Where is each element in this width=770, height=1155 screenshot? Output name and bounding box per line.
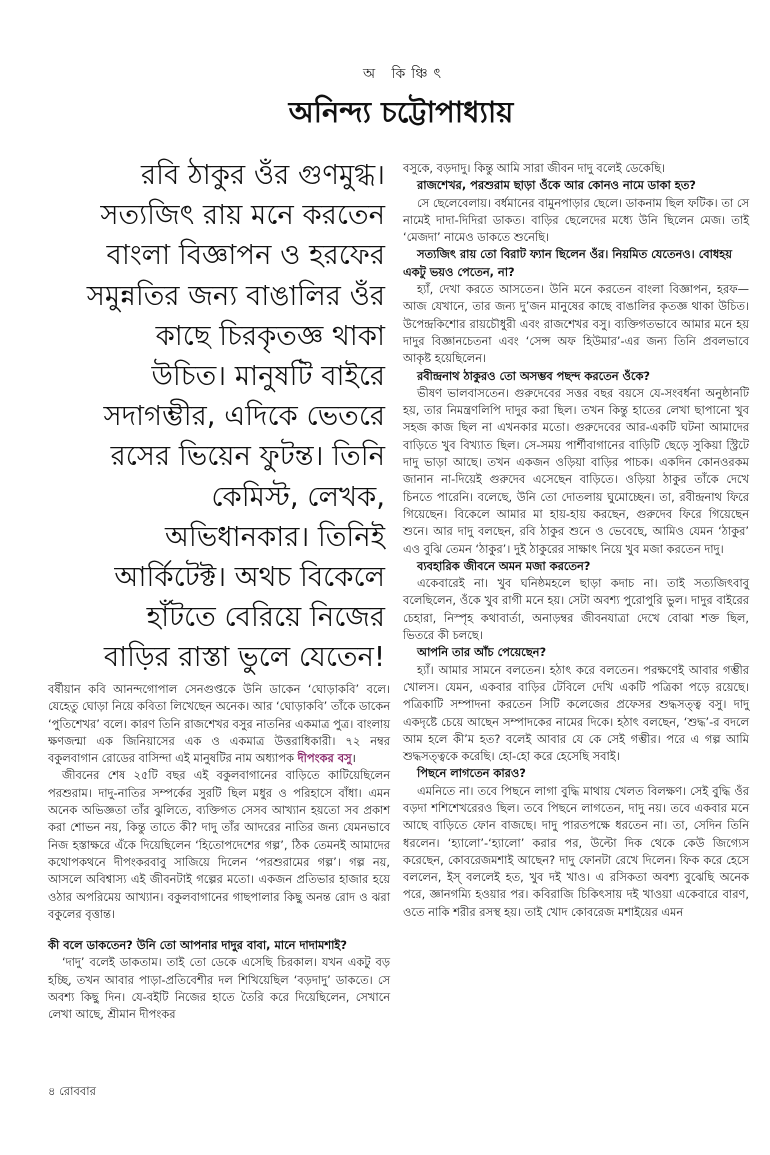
intro-paragraph xyxy=(48,681,390,767)
page-number: ৪ xyxy=(48,1084,56,1098)
pull-quote-line: রসের ভিয়েন ফুটন্ত। তিনি xyxy=(110,440,385,473)
magazine-name: রোববার xyxy=(59,1084,96,1098)
answer: হ্যাঁ। আমার সামনে বলতেন। হঠাৎ করে বলতেন। পরক্ষণেই আবার গম্ভীর খোলস। যেমন, একবার বাড়ির টেবিলে দেখি একটি পত্রিকা পড়ে রয়েছে। পত্রিকাটি সম্পাদনা করতেন সিটি কলেজের প্রফেসর শুদ্ধসত্ত্ব বসু। দাদু একদৃষ্টে চেয়ে আছেন সম্পাদকের নামের দিকে। হঠাৎ বলছেন, ‘শুদ্ধ’-র বদলে আম হলে কী’ম হত? বলেই আবার যে কে সেই গম্ভীর। পরে এ গল্প আমি শুদ্ধসত্ত্বকে করেছি। হো-হো করে হেসেছি সবাই। xyxy=(403,662,749,764)
article-header xyxy=(0,62,770,139)
answer: সে ছেলেবেলায়। বর্ধমানের বামুনপাড়ার ছেলে। ডাকনাম ছিল ফটিক। তা সে নামেই দাদা-দিদিরা ডাকত। বাড়ির ছেলেদের মধ্যে উনি ছিলেন মেজ। তাই ‘মেজদা’ নামেও ডাকতে শুনেছি। xyxy=(403,195,749,245)
question: কী বলে ডাকতেন? উনি তো আপনার দাদুর বাবা, মানে দাদামশাই? xyxy=(48,938,347,953)
body-paragraph: জীবনের শেষ ২৫টি বছর এই বকুলবাগানের বাড়িতে কাটিয়েছিলেন পরশুরাম। দাদু-নাতির সম্পর্কের সুরটি ছিল মধুর ও পরিহাসে বাঁধা। এমন অনেক অভিজ্ঞতা তাঁর ঝুলিতে, ব্যক্তিগত সেসব আখ্যান হয়তো সব প্রকাশ করা শোভন নয়, কিন্তু তাতে কী? দাদু তাঁর আদরের নাতির জন্য যেমনভাবে নিজ হস্তাক্ষরে এঁকে দিয়েছিলেন ‘হিতোপদেশের গল্প’, ঠিক তেমনই আমাদের কথোপকথনে দীপংকরবাবু সাজিয়ে দিলেন ‘পরশুরামের গল্প’। গল্প নয়, আসলে অবিশ্বাস্য এই জীবনটাই গল্পের মতো। একজন প্রতিভার হাজার হয়ে ওঠার অপরিমেয় আখ্যান। বকুলবাগানের গাছপালার কিছু অনন্ত রোদ ও ঝরা বকুলের বৃত্তান্ত। xyxy=(48,768,390,921)
pull-quote-line: কেমিস্ট, লেখক, xyxy=(211,480,385,513)
pull-quote-line: অভিধানকার। তিনিই xyxy=(165,520,385,553)
question: রবীন্দ্রনাথ ঠাকুরও তো অসম্ভব পছন্দ করতেন ওঁকে? xyxy=(417,368,651,383)
pull-quote xyxy=(80,155,385,678)
answer-continued: বসুকে, বড়দাদু। কিন্তু আমি সারা জীবন দাদু বলেই ডেকেছি। xyxy=(403,161,666,175)
pull-quote-line: উচিত। মানুষটি বাইরে xyxy=(151,360,385,393)
answer: একেবারেই না। খুব ঘনিষ্ঠমহলে ছাড়া কদাচ না। তাই সত্যজিৎবাবু বলেছিলেন, ওঁকে খুব রাগী মনে হয়। সেটা অবশ্য পুরোপুরি ভুল। দাদুর বাইরের চেহারা, নিস্পৃহ কথাবার্তা, অনাড়ম্বর জীবনযাত্রা দেখে বোঝা শক্ত ছিল, ভিতরে কী চলছে। xyxy=(403,576,749,643)
right-column xyxy=(403,160,749,921)
answer: হ্যাঁ, দেখা করতে আসতেন। উনি মনে করতেন বাংলা বিজ্ঞাপন, হরফ—আজ যেখানে, তার জন্য দু’জন মানুষের কাছে বাঙালির কৃতজ্ঞ থাকা উচিত। উপেন্দ্রকিশোর রায়চৌধুরী এবং রাজশেখর বসু। ব্যক্তিগতভাবে আমার মনে হয় দাদুর বিজ্ঞানচেতনা এবং ‘সেন্স অফ হিউমার’-এর জন্য তিনি প্রবলভাবে আকৃষ্ট হয়েছিলেন। xyxy=(403,282,749,366)
pull-quote-line: আর্কিটেক্ট। অথচ বিকেলে xyxy=(114,561,385,594)
question: পিছনে লাগতেন কারও? xyxy=(417,766,526,781)
answer: এমনিতে না। তবে পিছনে লাগা বুদ্ধি মাথায় খেলত বিলক্ষণ। সেই বুদ্ধি ওঁর বড়দা শশিশেখরেরও ছিল। তবে পিছনে লাগতেন, দাদু নয়। তবে একবার মনে আছে বাড়িতে ফোন বাজছে। দাদু পারতপক্ষে ধরতেন না। তা, সেদিন তিনি ধরলেন। ‘হ্যালো’-‘হ্যালো’ করার পর, উল্টো দিক থেকে কেউ জিগ্যেস করেছেন, কোবরেজমশাই আছেন? দাদু ফোনটা রেখে দিলেন। ফিক করে হেসে বললেন, ইস্ বললেই হত, খুব দই খাও। এ রসিকতা অবশ্য বুঝেছি অনেক পরে, জ্ঞানগম্যি হওয়ার পর। কবিরাজি চিকিৎসায় দই খাওয়া একেবারে বারণ, ওতে নাকি শরীর রসস্থ হয়। তাই খোদ কোবরেজ মশাইয়ের এমন xyxy=(403,783,749,919)
pull-quote-line: রবি ঠাকুর ওঁর গুণমুগ্ধ। xyxy=(141,159,385,191)
question: রাজশেখর, পরশুরাম ছাড়া ওঁকে আর কোনও নামে ডাকা হত? xyxy=(417,178,696,193)
answer: ভীষণ ভালবাসতেন। গুরুদেবের সত্তর বছর বয়সে যে-সংবর্ধনা অনুষ্ঠানটি হয়, তার নিমন্ত্রণলিপি দাদুর করা ছিল। তখন কিন্তু হাতের লেখা ছাপানো খুব সহজ কাজ ছিল না এখনকার মতো। গুরুদেবের আর-একটি ঘটনা আমাদের বাড়িতে খুব বিখ্যাত ছিল। সে-সময় পার্শীবাগানের বাড়িটি ছেড়ে সুকিয়া স্ট্রিটে দাদু ভাড়া আছে। তখন একজন ওড়িয়া বাড়ির পাচক। একদিন কোনওরকম জানান না-দিয়েই গুরুদেব এসেছেন বাড়িতে। ওড়িয়া ঠাকুর তাঁকে দেখে চিনতে পারেনি। বলেছে, উনি তো দোতলায় ঘুমোচ্ছেন। তা, রবীন্দ্রনাথ ফিরে গিয়েছেন। বিকেলে আমার মা হায়-হায় করছেন, গুরুদেব ফিরে গিয়েছেন শুনে। আর দাদু বলছেন, রবি ঠাকুর শুনে ও ভেবেছে, আমিও যেমন ‘ঠাকুর’ এও বুঝি তেমন ‘ঠাকুর’। দুই ঠাকুরের সাক্ষাৎ নিয়ে খুব মজা করতেন দাদু। xyxy=(403,385,749,556)
series-title: অ কিঞ্চিৎ xyxy=(362,66,448,82)
pull-quote-line: বাংলা বিজ্ঞাপন ও হরফের xyxy=(106,239,385,272)
pull-quote-line: কাছে চিরকৃতজ্ঞ থাকা xyxy=(155,319,385,352)
pull-quote-line: বাড়ির রাস্তা ভুলে যেতেন! xyxy=(103,641,385,674)
question: ব্যবহারিক জীবনে অমন মজা করতেন? xyxy=(417,558,591,573)
question: আপনি তার আঁচ পেয়েছেন? xyxy=(417,645,547,660)
intro-end: । xyxy=(351,751,356,766)
interviewee-name: দীপংকর বসু xyxy=(297,751,352,766)
page-footer xyxy=(48,1083,96,1102)
pull-quote-line: হাঁটতে বেরিয়ে নিজের xyxy=(146,601,385,634)
intro-text: বর্ষীয়ান কবি আনন্দগোপাল সেনগুপ্তকে উনি ডাকেন ‘ঘোড়াকবি’ বলে। যেহেতু ঘোড়া নিয়ে কবিতা লিখেছেন অনেক। আর ‘ঘোড়াকবি’ তাঁকে ডাকেন ‘পুতিশেখর’ বলে। কারণ তিনি রাজশেখর বসুর নাতনির একমাত্র পুত্র। বাংলায় ক্ষণজন্মা এক জিনিয়াসের এক ও একমাত্র উত্তরাধিকারী। ৭২ নম্বর বকুলবাগান রোডের বাসিন্দা এই মানুষটির নাম অধ্যাপক xyxy=(48,682,390,766)
answer: ‘দাদু’ বলেই ডাকতাম। তাই তো ডেকে এসেছি চিরকাল। যখন একটু বড় হচ্ছি, তখন আবার পাড়া-প্রতিবেশীর দল শিখিয়েছিল ‘বড়দাদু’ ডাকতে। সে অবশ্য কিছু দিন। যে-বইটি নিজের হাতে তৈরি করে দিয়েছিলেন, সেখানে লেখা আছে, শ্রীমান দীপংকর xyxy=(48,955,390,1022)
pull-quote-line: সমুন্নতির জন্য বাঙালির ওঁর xyxy=(86,279,385,312)
pull-quote-line: সত্যজিৎ রায় মনে করতেন xyxy=(100,199,385,232)
pull-quote-line: সদাগম্ভীর, এদিকে ভেতরে xyxy=(103,400,385,433)
left-column xyxy=(48,681,390,1024)
author-name: অনিন্দ্য চট্টোপাধ্যায় xyxy=(288,95,514,129)
question: সত্যজিৎ রায় তো বিরাট ফ্যান ছিলেন ওঁর। নিয়মিত যেতেনও। বোধহয় একটু ভয়ও পেতেন, না? xyxy=(403,247,733,279)
